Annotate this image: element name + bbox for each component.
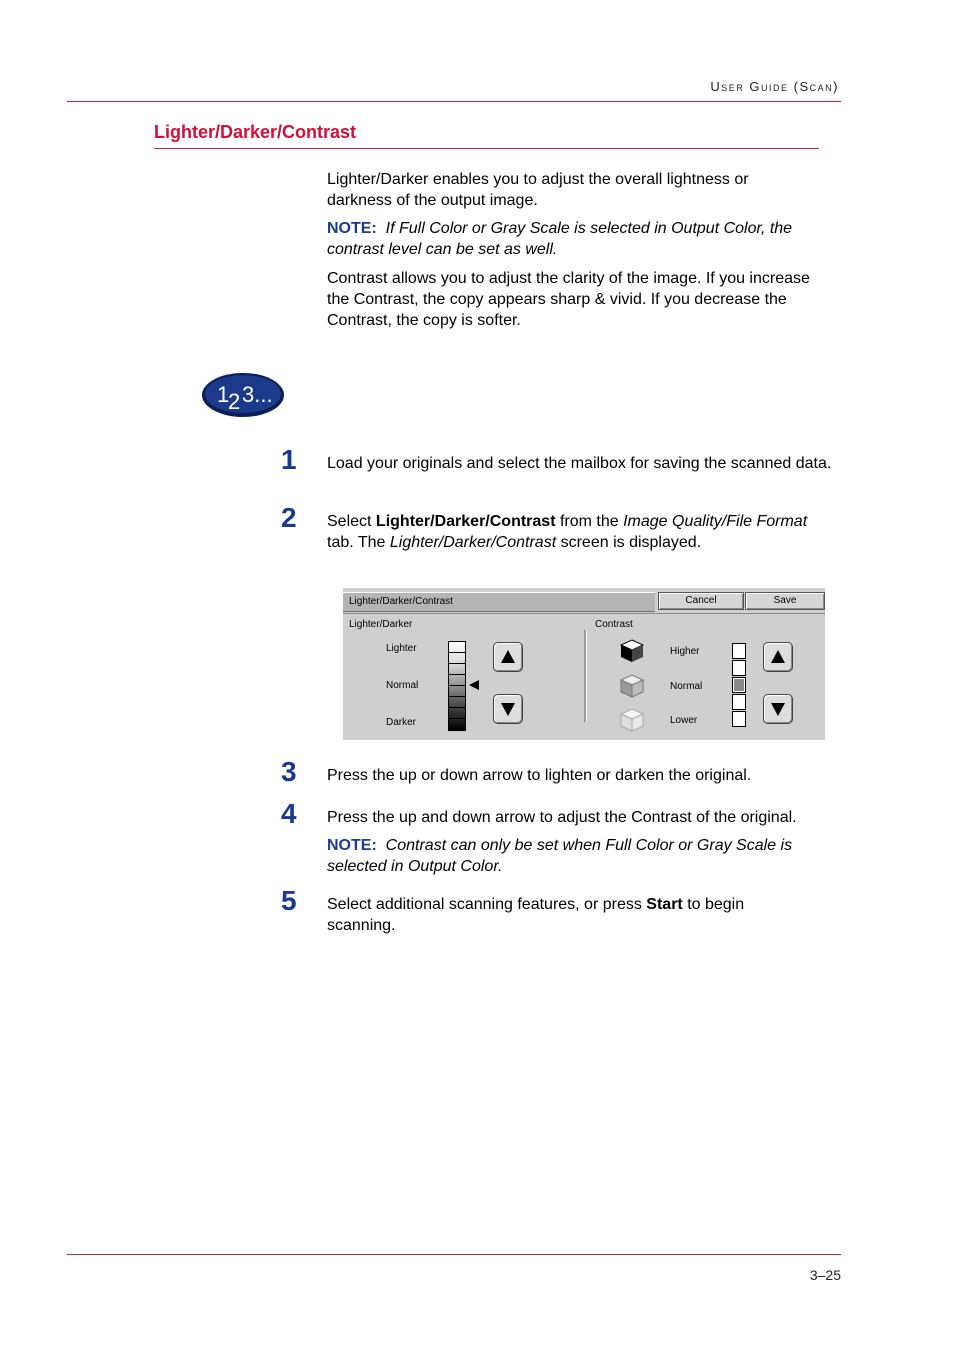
- header-rule: [67, 101, 841, 102]
- screen-titlebar: [343, 592, 655, 612]
- contrast-down-button[interactable]: [763, 694, 793, 724]
- higher-label: Higher: [670, 646, 700, 657]
- section-separator: [584, 630, 587, 722]
- note-text: If Full Color or Gray Scale is selected in Output Color, the contrast level can be set as well.: [327, 220, 793, 258]
- screen-divider: [343, 613, 825, 614]
- contrast-level-box: [732, 711, 746, 727]
- arrow-up-icon: [501, 650, 515, 663]
- lighter-darker-heading: Lighter/Darker: [349, 619, 413, 630]
- step-text-3: Press the up or down arrow to lighten or darken the original.: [327, 767, 752, 784]
- arrow-down-icon: [771, 703, 785, 716]
- normal-contrast-label: Normal: [670, 681, 703, 692]
- contrast-level-box: [732, 643, 746, 659]
- step-4-note: [327, 835, 847, 877]
- cube-normal-contrast-icon: [619, 673, 645, 699]
- normal-lightness-label: Normal: [386, 680, 419, 691]
- intro-note: [327, 218, 847, 260]
- step-text-1: Load your originals and select the mailbox for saving the scanned data.: [327, 455, 832, 472]
- step-number-5: 5: [281, 885, 297, 916]
- step-text-2: Select Lighter/Darker/Contrast from the Image Quality/File Format tab. The Lighter/Darker/Contrast screen is displayed.: [327, 513, 808, 551]
- step-text-5: Select additional scanning features, or press Start to begin scanning.: [327, 896, 745, 934]
- section-title-rule: [154, 148, 819, 149]
- intro-paragraph-1: Lighter/Darker enables you to adjust the overall lightness or darkness of the output image.: [327, 171, 749, 209]
- darker-label: Darker: [386, 717, 417, 728]
- running-header: [710, 79, 839, 94]
- page-number: 3–25: [809, 1267, 841, 1283]
- lighter-up-button[interactable]: [493, 642, 523, 672]
- lighter-label: Lighter: [386, 643, 417, 654]
- save-button[interactable]: Save: [745, 592, 825, 610]
- lower-label: Lower: [670, 715, 698, 726]
- steps-badge: [201, 372, 285, 418]
- badge-digit-2: 2: [228, 389, 241, 414]
- contrast-level-box: [732, 677, 746, 693]
- note-label: NOTE:: [327, 220, 377, 237]
- cancel-button[interactable]: Cancel: [658, 592, 744, 610]
- step-number-3: 3: [281, 756, 297, 787]
- note-text: Contrast can only be set when Full Color or Gray Scale is selected in Output Color.: [327, 837, 793, 875]
- lighter-darker-contrast-screen: [343, 588, 825, 740]
- contrast-level-box: [732, 660, 746, 676]
- cube-high-contrast-icon: [619, 638, 645, 664]
- arrow-up-icon: [771, 650, 785, 663]
- contrast-heading: Contrast: [595, 619, 633, 630]
- screen-title: Lighter/Darker/Contrast: [349, 596, 453, 607]
- step-number-2: 2: [281, 502, 297, 533]
- step-number-4: 4: [281, 798, 297, 829]
- running-header-main: User Guide: [710, 79, 789, 94]
- badge-digit-1: 1: [217, 382, 230, 407]
- footer-rule: [67, 1254, 841, 1255]
- section-title: Lighter/Darker/Contrast: [154, 122, 357, 142]
- lightness-indicator-icon: [469, 680, 479, 690]
- contrast-level-box: [732, 694, 746, 710]
- badge-digit-3: 3...: [242, 382, 273, 407]
- lightness-scale: [448, 641, 466, 731]
- cube-low-contrast-icon: [619, 707, 645, 733]
- contrast-up-button[interactable]: [763, 642, 793, 672]
- step-number-1: 1: [281, 444, 297, 475]
- running-header-paren: (Scan): [793, 79, 839, 94]
- intro-paragraph-2: Contrast allows you to adjust the clarity of the image. If you increase the Contrast, the copy appears sharp & vivid. If you decrease the Contrast, the copy is softer.: [327, 270, 810, 329]
- darker-down-button[interactable]: [493, 694, 523, 724]
- step-text-4: Press the up and down arrow to adjust the Contrast of the original.: [327, 809, 797, 826]
- arrow-down-icon: [501, 703, 515, 716]
- note-label: NOTE:: [327, 837, 377, 854]
